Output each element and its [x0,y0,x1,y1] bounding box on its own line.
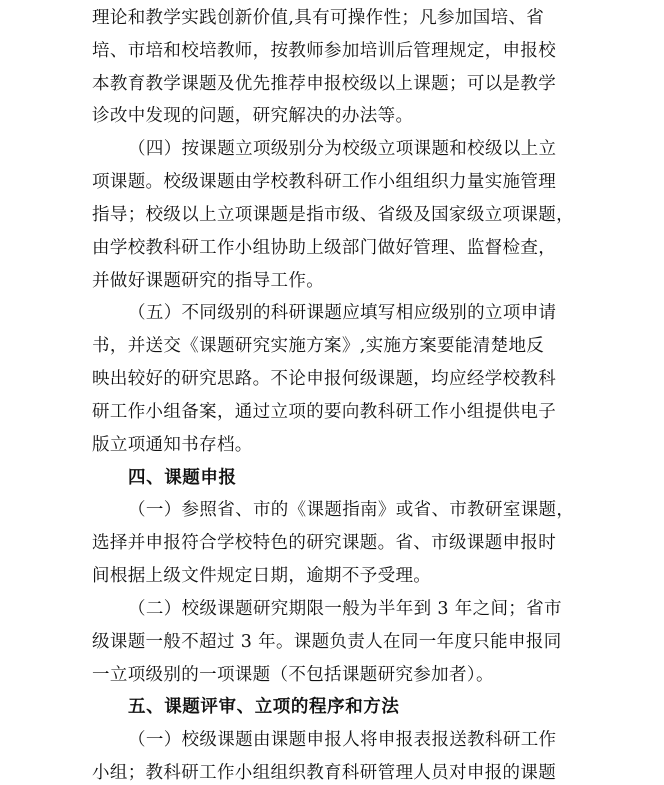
text-line: 映出较好的研究思路。不论申报何级课题，均应经学校教科 [92,369,557,389]
text-line: （四）按课题立项级别分为校级立项课题和校级以上立 [128,139,557,159]
text-line: （一）参照省、市的《课题指南》或省、市教研室课题， [128,500,575,520]
text-line: 并做好课题研究的指导工作。 [92,271,325,291]
text-line: （五）不同级别的科研课题应填写相应级别的立项申请 [128,303,557,323]
text-line: 指导；校级以上立项课题是指市级、省级及国家级立项课题， [92,205,574,225]
text-line: 由学校教科研工作小组协助上级部门做好管理、监督检查， [92,238,557,258]
text-line: 版立项通知书存档。 [92,435,253,455]
text-line: （二）校级课题研究期限一般为半年到 3 年之间；省市 [128,599,562,619]
section-heading: 五、课题评审、立项的程序和方法 [128,697,400,717]
text-line: 诊改中发现的问题，研究解决的办法等。 [92,106,414,126]
section-heading: 四、课题申报 [128,468,237,488]
text-line: 项课题。校级课题由学校教科研工作小组组织力量实施管理 [92,172,557,192]
text-line: 理论和教学实践创新价值,具有可操作性；凡参加国培、省 [92,8,545,28]
text-line: 级课题一般不超过 3 年。课题负责人在同一年度只能申报同 [92,632,562,652]
text-line: 选择并申报符合学校特色的研究课题。省、市级课题申报时 [92,533,557,553]
text-line: 本教育教学课题及优先推荐申报校级以上课题；可以是教学 [92,74,557,94]
text-line: 小组；教科研工作小组组织教育科研管理人员对申报的课题 [92,763,557,783]
text-line: 培、市培和校培教师，按教师参加培训后管理规定，申报校 [92,41,557,61]
text-line: 书，并送交《课题研究实施方案》,实施方案要能清楚地反 [92,336,545,356]
text-line: 间根据上级文件规定日期，逾期不予受理。 [92,566,432,586]
text-line: 一立项级别的一项课题（不包括课题研究参加者）。 [92,665,494,685]
text-line: 研工作小组备案，通过立项的要向教科研工作小组提供电子 [92,402,557,422]
text-line: （一）校级课题由课题申报人将申报表报送教科研工作 [128,730,557,750]
